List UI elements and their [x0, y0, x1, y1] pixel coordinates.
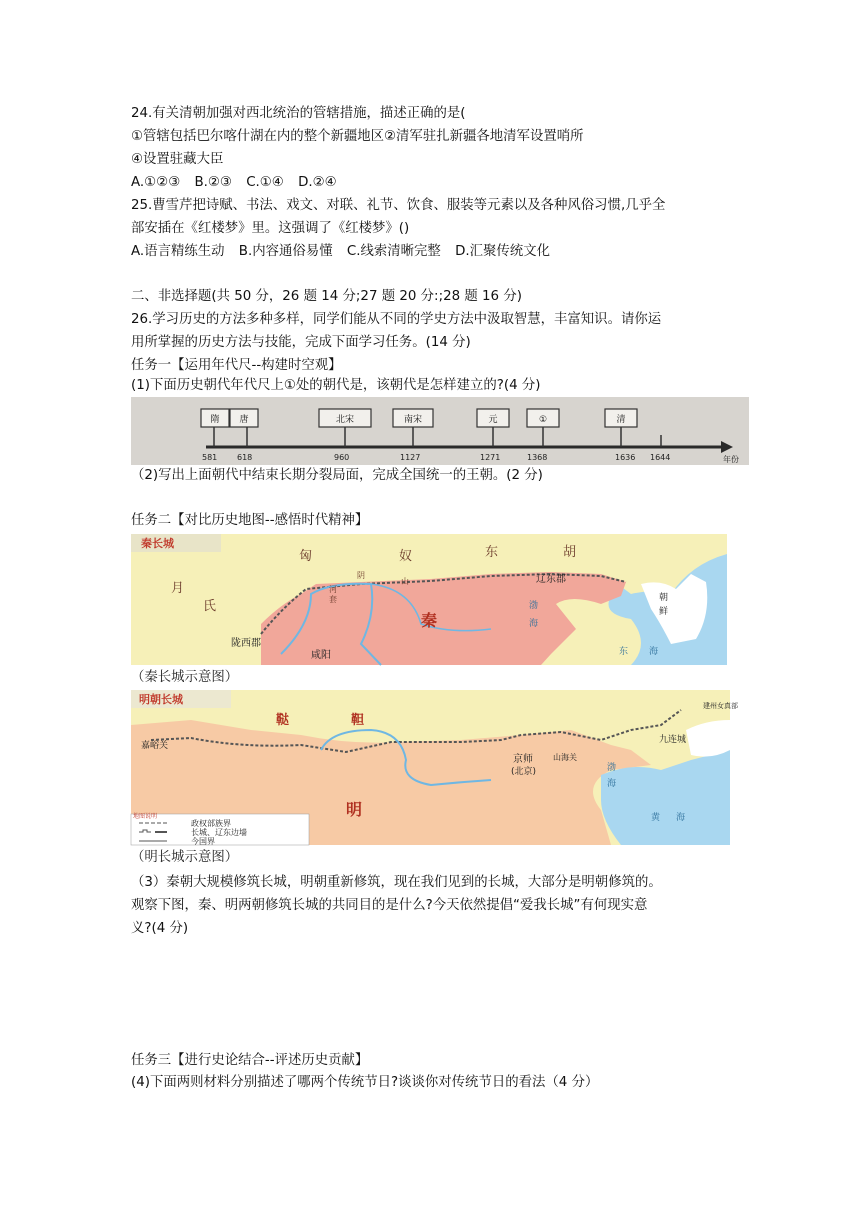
q24-line3: ④设置驻藏大臣: [131, 152, 224, 167]
q24-option-c: C.①④: [246, 175, 284, 190]
ming-label-da2: 靼: [351, 713, 365, 728]
ming-label-jiayuguan: 嘉峪关: [141, 741, 169, 751]
q24-stem: 24.有关清朝加强对西北统治的管辖措施，描述正确的是(: [131, 106, 466, 121]
qin-label-yin: 阴: [357, 571, 365, 580]
ming-label-huang: 黄: [651, 813, 661, 823]
qin-label-dong: 东: [485, 545, 499, 560]
ming-label-shanhaiguan: 山海关: [553, 753, 577, 762]
q26-sub3-line2: 观察下图，秦、明两朝修筑长城的共同目的是什么?今天依然提倡“爱我长城”有何现实意: [131, 898, 648, 913]
ming-legend-border: 今国界: [191, 837, 215, 846]
qin-label-xiong: 匈: [299, 549, 313, 564]
section2-heading: 二、非选择题(共 50 分，26 题 14 分;27 题 20 分:;28 题 16 分): [131, 289, 522, 304]
timeline-dynasty-label: 元: [488, 415, 498, 425]
timeline-dynasty-label: 北宋: [335, 415, 355, 425]
qin-great-wall-map: [131, 534, 727, 665]
ming-label-beijing: (北京): [511, 767, 537, 777]
q25-option-a: A.语言精练生动: [131, 244, 225, 259]
ming-legend-wall: 长城、辽东边墙: [191, 828, 247, 837]
ming-label-bo: 渤: [607, 763, 617, 773]
qin-map-title: 秦长城: [141, 537, 174, 550]
ming-label-jianzhou: 建州女真部: [703, 702, 738, 710]
q25-stem-2: 部安插在《红楼梦》里。这强调了《红楼梦》(): [131, 221, 410, 236]
qin-label-qin: 秦: [421, 611, 438, 630]
task1-heading: 任务一【运用年代尺--构建时空观】: [131, 358, 342, 373]
q26-stem-2: 用所掌握的历史方法与技能，完成下面学习任务。(14 分): [131, 335, 471, 350]
timeline-dynasty-label: 南宋: [403, 415, 423, 425]
q26-stem-1: 26.学习历史的方法多种多样，同学们能从不同的学史方法中汲取智慧，丰富知识。请你运: [131, 312, 662, 327]
q24-options: [131, 173, 347, 193]
ming-map-title: 明朝长城: [139, 693, 183, 706]
qin-label-hu: 胡: [563, 545, 577, 560]
q25-option-c: C.线索清晰完整: [346, 244, 441, 259]
qin-label-xianyang: 咸阳: [311, 650, 331, 661]
qin-label-chao: 朝: [659, 593, 669, 603]
q24-line2: ①管辖包括巴尔喀什湖在内的整个新疆地区②清军驻扎新疆各地清军设置哨所: [131, 129, 584, 144]
q24-option-d: D.②④: [298, 175, 337, 190]
ming-label-jiuliancheng: 九连城: [659, 735, 687, 745]
q26-sub3-line3: 义?(4 分): [131, 921, 189, 936]
timeline-year-label: 1127: [400, 453, 421, 462]
timeline-dynasty-label: 清: [616, 415, 626, 425]
qin-label-xian: 鲜: [659, 607, 669, 617]
timeline-dynasty-label: 隋: [210, 415, 220, 425]
timeline-year-label: 1271: [480, 453, 501, 462]
dynasty-timeline: [131, 397, 749, 465]
q24-option-a: A.①②③: [131, 175, 181, 190]
ming-label-hai2: 海: [676, 813, 686, 823]
qin-label-liaodong: 辽东郡: [536, 574, 566, 585]
qin-label-shi: 氏: [203, 599, 217, 614]
ming-map-caption: （明长城示意图）: [131, 850, 239, 865]
qin-label-nu: 奴: [399, 549, 413, 564]
timeline-dynasty-label: ①: [538, 415, 548, 425]
qin-label-hai2: 海: [649, 647, 659, 657]
qin-label-dong2: 东: [619, 647, 629, 657]
q26-sub4: (4)下面两则材料分别描述了哪两个传统节日?谈谈你对传统节日的看法（4 分）: [131, 1075, 599, 1090]
timeline-end-year: 1644: [650, 453, 671, 462]
q25-options: [131, 242, 560, 262]
ming-legend-boundary: 政权部族界: [191, 819, 231, 828]
q25-option-d: D.汇聚传统文化: [455, 244, 550, 259]
task3-heading: 任务三【进行史论结合--评述历史贡献】: [131, 1053, 369, 1068]
timeline-year-label: 581: [202, 453, 218, 462]
q24-option-b: B.②③: [194, 175, 232, 190]
qin-label-tao: 套: [329, 595, 337, 604]
qin-label-longxi: 陇西郡: [231, 638, 261, 649]
qin-label-shan: 山: [401, 577, 409, 586]
qin-label-he: 河: [329, 585, 337, 594]
ming-label-hai1: 海: [607, 779, 617, 789]
timeline-year-label: 1368: [527, 453, 548, 462]
qin-label-bo: 渤: [529, 601, 539, 611]
timeline-year-label: 1636: [615, 453, 636, 462]
task2-heading: 任务二【对比历史地图--感悟时代精神】: [131, 513, 369, 528]
timeline-dynasty-label: 唐: [239, 415, 249, 425]
q26-sub1: (1)下面历史朝代年代尺上①处的朝代是，该朝代是怎样建立的?(4 分): [131, 378, 541, 393]
qin-label-hai1: 海: [529, 619, 539, 629]
q26-sub2: （2)写出上面朝代中结束长期分裂局面，完成全国统一的王朝。(2 分): [131, 468, 543, 483]
timeline-year-label: 960: [334, 453, 350, 462]
ming-label-da: 鞑: [276, 713, 290, 728]
q25-option-b: B.内容通俗易懂: [238, 244, 333, 259]
q26-sub3-line1: （3）秦朝大规模修筑长城，明朝重新修筑，现在我们见到的长城，大部分是明朝修筑的。: [131, 875, 662, 890]
ming-label-jingshi: 京师: [513, 754, 533, 765]
ming-legend-title: 地图说明: [133, 813, 158, 820]
ming-great-wall-map: [131, 690, 738, 846]
ming-label-ming: 明: [346, 800, 363, 819]
timeline-year-label: 618: [237, 453, 253, 462]
qin-label-yue: 月: [171, 581, 185, 596]
qin-map-caption: （秦长城示意图）: [131, 670, 239, 685]
q25-stem-1: 25.曹雪芹把诗赋、书法、戏文、对联、礼节、饮食、服装等元素以及各种风俗习惯,几乎全: [131, 198, 666, 213]
timeline-axis-unit: 年份: [723, 455, 739, 464]
